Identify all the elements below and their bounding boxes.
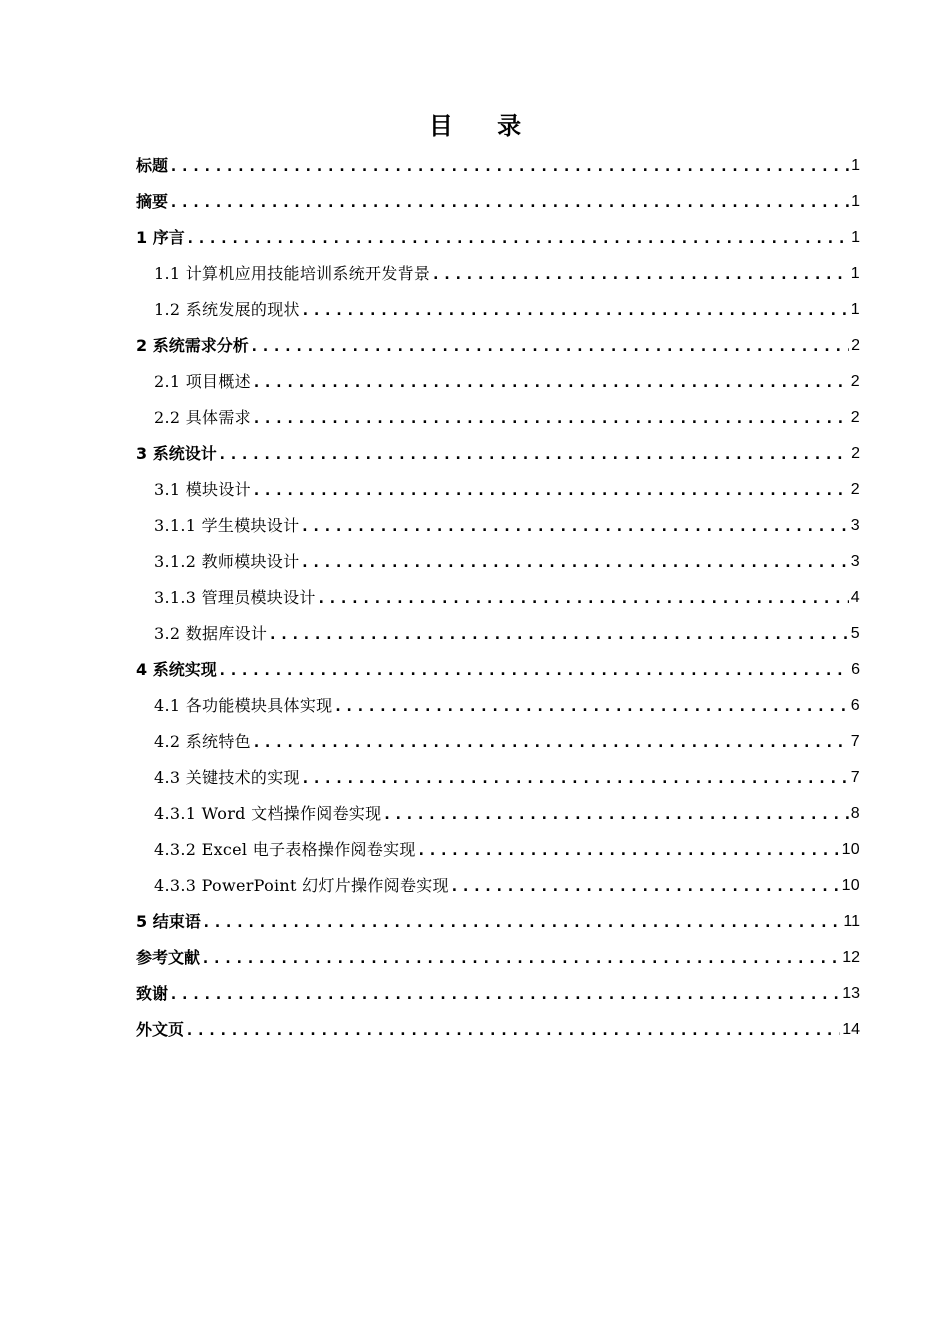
- toc-entry-text: 1.1 计算机应用技能培训系统开发背景: [154, 264, 431, 283]
- toc-page-number: 3: [850, 553, 860, 570]
- toc-entry-text: 4.3.1 Word 文档操作阅卷实现: [154, 804, 382, 823]
- toc-page-number: 10: [841, 841, 860, 858]
- toc-entry-2-1[interactable]: [136, 362, 860, 398]
- dot-leader: [417, 840, 840, 866]
- toc-entry-4-3-3[interactable]: [136, 866, 860, 902]
- toc-page-number: 1: [850, 301, 860, 318]
- toc-page-number: 1: [851, 157, 860, 174]
- dot-leader: [301, 300, 849, 326]
- toc-entry-text: 3 系统设计: [136, 444, 217, 463]
- dot-leader: [333, 696, 848, 722]
- toc-entry-4-3-1[interactable]: [136, 794, 860, 830]
- toc-entry-1-1[interactable]: [136, 254, 860, 290]
- toc-entry-text: 4.3.2 Excel 电子表格操作阅卷实现: [154, 840, 416, 859]
- toc-page-number: 7: [850, 733, 860, 750]
- toc-entry-text: 4 系统实现: [136, 660, 217, 679]
- toc-page-number: 2: [850, 481, 860, 498]
- toc-entry-text: 1.2 系统发展的现状: [154, 300, 300, 319]
- dot-leader: [252, 480, 849, 506]
- toc-entry-text: 标题: [136, 156, 169, 175]
- dot-leader: [252, 408, 849, 434]
- toc-entry-title[interactable]: [136, 146, 860, 182]
- toc-entry-references[interactable]: [136, 938, 860, 974]
- toc-entry-4[interactable]: [136, 650, 860, 686]
- dot-leader: [186, 228, 849, 254]
- toc-entry-4-3-2[interactable]: [136, 830, 860, 866]
- toc-entry-text: 3.1 模块设计: [154, 480, 251, 499]
- toc-page-number: 6: [851, 661, 860, 678]
- toc-entry-2[interactable]: [136, 326, 860, 362]
- toc-page-number: 13: [842, 985, 860, 1002]
- toc-entry-text: 5 结束语: [136, 912, 201, 931]
- dot-leader: [252, 372, 849, 398]
- toc-page-number: 7: [850, 769, 860, 786]
- toc-entry-text: 4.3.3 PowerPoint 幻灯片操作阅卷实现: [154, 876, 449, 895]
- toc-entry-4-2[interactable]: [136, 722, 860, 758]
- toc-entry-5[interactable]: [136, 902, 860, 938]
- toc-entry-text: 3.2 数据库设计: [154, 624, 268, 643]
- dot-leader: [317, 588, 849, 614]
- dot-leader: [201, 948, 840, 974]
- toc-entry-text: 参考文献: [136, 948, 201, 967]
- toc-page-number: 2: [850, 373, 860, 390]
- toc-page-number: 2: [851, 337, 860, 354]
- dot-leader: [169, 156, 849, 182]
- toc-page-number: 12: [842, 949, 860, 966]
- toc-entry-preface[interactable]: [136, 218, 860, 254]
- toc-page-number: 11: [843, 913, 860, 930]
- dot-leader: [450, 876, 840, 902]
- toc-page-number: 5: [850, 625, 860, 642]
- toc-entry-text: 1 序言: [136, 228, 185, 247]
- toc-page-number: 1: [851, 193, 860, 210]
- toc-entry-text: 致谢: [136, 984, 169, 1003]
- toc-title: 目 录: [428, 112, 540, 140]
- toc-entry-3-1-1[interactable]: [136, 506, 860, 542]
- toc-entry-3[interactable]: [136, 434, 860, 470]
- toc-entry-text: 4.3 关键技术的实现: [154, 768, 300, 787]
- toc-page-number: 2: [851, 445, 860, 462]
- toc-entry-text: 2 系统需求分析: [136, 336, 249, 355]
- toc-entry-text: 3.1.3 管理员模块设计: [154, 588, 316, 607]
- toc-list: [136, 146, 860, 1046]
- toc-entry-3-1-3[interactable]: [136, 578, 860, 614]
- toc-entry-text: 2.1 项目概述: [154, 372, 251, 391]
- dot-leader: [431, 264, 849, 290]
- toc-entry-acknowledgements[interactable]: [136, 974, 860, 1010]
- dot-leader: [202, 912, 842, 938]
- toc-entry-text: 3.1.1 学生模块设计: [154, 516, 300, 535]
- dot-leader: [301, 768, 849, 794]
- toc-entry-foreign-page[interactable]: [136, 1010, 860, 1046]
- dot-leader: [185, 1020, 840, 1046]
- dot-leader: [218, 444, 849, 470]
- toc-page-number: 8: [850, 805, 860, 822]
- dot-leader: [169, 192, 849, 218]
- toc-entry-1-2[interactable]: [136, 290, 860, 326]
- toc-entry-text: 摘要: [136, 192, 169, 211]
- toc-entry-text: 2.2 具体需求: [154, 408, 251, 427]
- toc-entry-3-1-2[interactable]: [136, 542, 860, 578]
- dot-leader: [250, 336, 849, 362]
- dot-leader: [218, 660, 849, 686]
- toc-entry-3-1[interactable]: [136, 470, 860, 506]
- toc-entry-4-3[interactable]: [136, 758, 860, 794]
- toc-page-number: 14: [842, 1021, 860, 1038]
- toc-entry-text: 外文页: [136, 1020, 185, 1039]
- toc-entry-text: 4.2 系统特色: [154, 732, 251, 751]
- toc-page-number: 1: [851, 229, 860, 246]
- toc-page-number: 3: [850, 517, 860, 534]
- dot-leader: [300, 516, 848, 542]
- toc-page-number: 4: [850, 589, 860, 606]
- dot-leader: [169, 984, 840, 1010]
- dot-leader: [252, 732, 849, 758]
- dot-leader: [300, 552, 848, 578]
- toc-page-number: 2: [850, 409, 860, 426]
- toc-page-number: 1: [850, 265, 860, 282]
- toc-entry-3-2[interactable]: [136, 614, 860, 650]
- toc-entry-2-2[interactable]: [136, 398, 860, 434]
- dot-leader: [268, 624, 849, 650]
- dot-leader: [382, 804, 848, 830]
- toc-entry-text: 3.1.2 教师模块设计: [154, 552, 300, 571]
- toc-entry-text: 4.1 各功能模块具体实现: [154, 696, 333, 715]
- toc-entry-abstract[interactable]: [136, 182, 860, 218]
- toc-page-number: 6: [850, 697, 860, 714]
- toc-page-number: 10: [841, 877, 860, 894]
- toc-entry-4-1[interactable]: [136, 686, 860, 722]
